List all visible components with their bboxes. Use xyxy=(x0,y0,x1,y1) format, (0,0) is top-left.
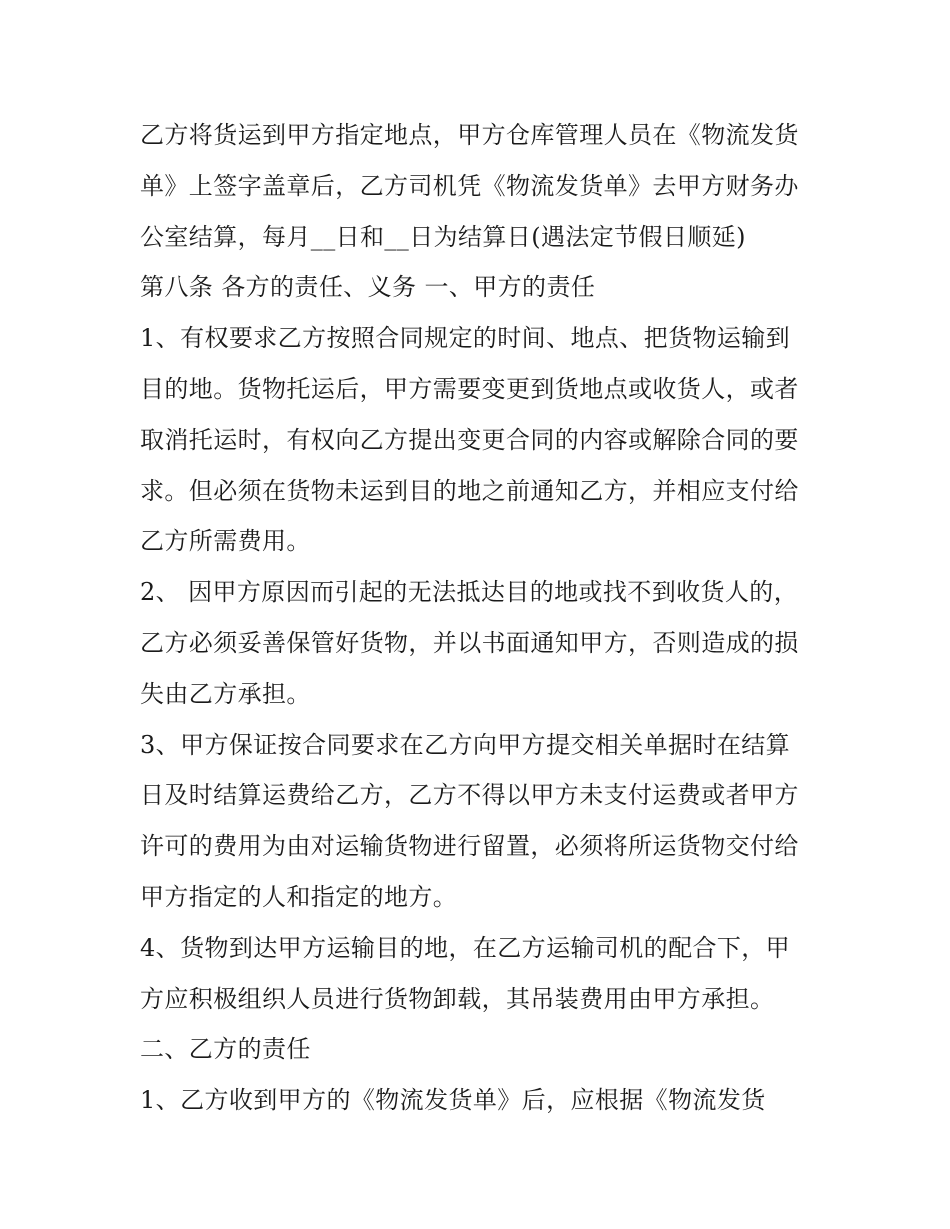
text-line: 目的地。货物托运后，甲方需要变更到货地点或收货人，或者 xyxy=(140,374,799,403)
text-line: 求。但必须在货物未运到目的地之前通知乙方，并相应支付给 xyxy=(140,476,799,505)
text-line: 1、乙方收到甲方的《物流发货单》后，应根据《物流发货 xyxy=(140,1086,766,1115)
document-body xyxy=(140,110,820,1126)
text-line: 1、有权要求乙方按照合同规定的时间、地点、把货物运输到 xyxy=(140,324,791,353)
text-line: 许可的费用为由对运输货物进行留置，必须将所运货物交付给 xyxy=(140,832,799,861)
text-line: 单》上签字盖章后，乙方司机凭《物流发货单》去甲方财务办 xyxy=(140,171,799,200)
text-line: 乙方将货运到甲方指定地点，甲方仓库管理人员在《物流发货 xyxy=(140,121,799,149)
text-line: 日及时结算运费给乙方，乙方不得以甲方未支付运费或者甲方 xyxy=(140,781,799,810)
text-line: 方应积极组织人员进行货物卸载，其吊装费用由甲方承担。 xyxy=(140,984,775,1013)
section-heading: 第八条 各方的责任、义务 一、甲方的责任 xyxy=(140,273,596,302)
text-line: 甲方指定的人和指定的地方。 xyxy=(140,882,458,911)
text-line: 乙方所需费用。 xyxy=(140,527,311,556)
text-line: 4、货物到达甲方运输目的地，在乙方运输司机的配合下，甲 xyxy=(140,933,791,962)
text-line: 公室结算，每月__日和__日为结算日(遇法定节假日顺延) xyxy=(140,222,746,251)
text-line: 乙方必须妥善保管好货物，并以书面通知甲方，否则造成的损 xyxy=(140,628,799,657)
text-line: 2、 因甲方原因而引起的无法抵达目的地或找不到收货人的， xyxy=(140,578,799,607)
section-heading: 二、乙方的责任 xyxy=(140,1035,311,1064)
text-line: 失由乙方承担。 xyxy=(140,679,311,708)
text-line: 3、甲方保证按合同要求在乙方向甲方提交相关单据时在结算 xyxy=(140,730,791,759)
text-line: 取消托运时，有权向乙方提出变更合同的内容或解除合同的要 xyxy=(140,425,799,454)
